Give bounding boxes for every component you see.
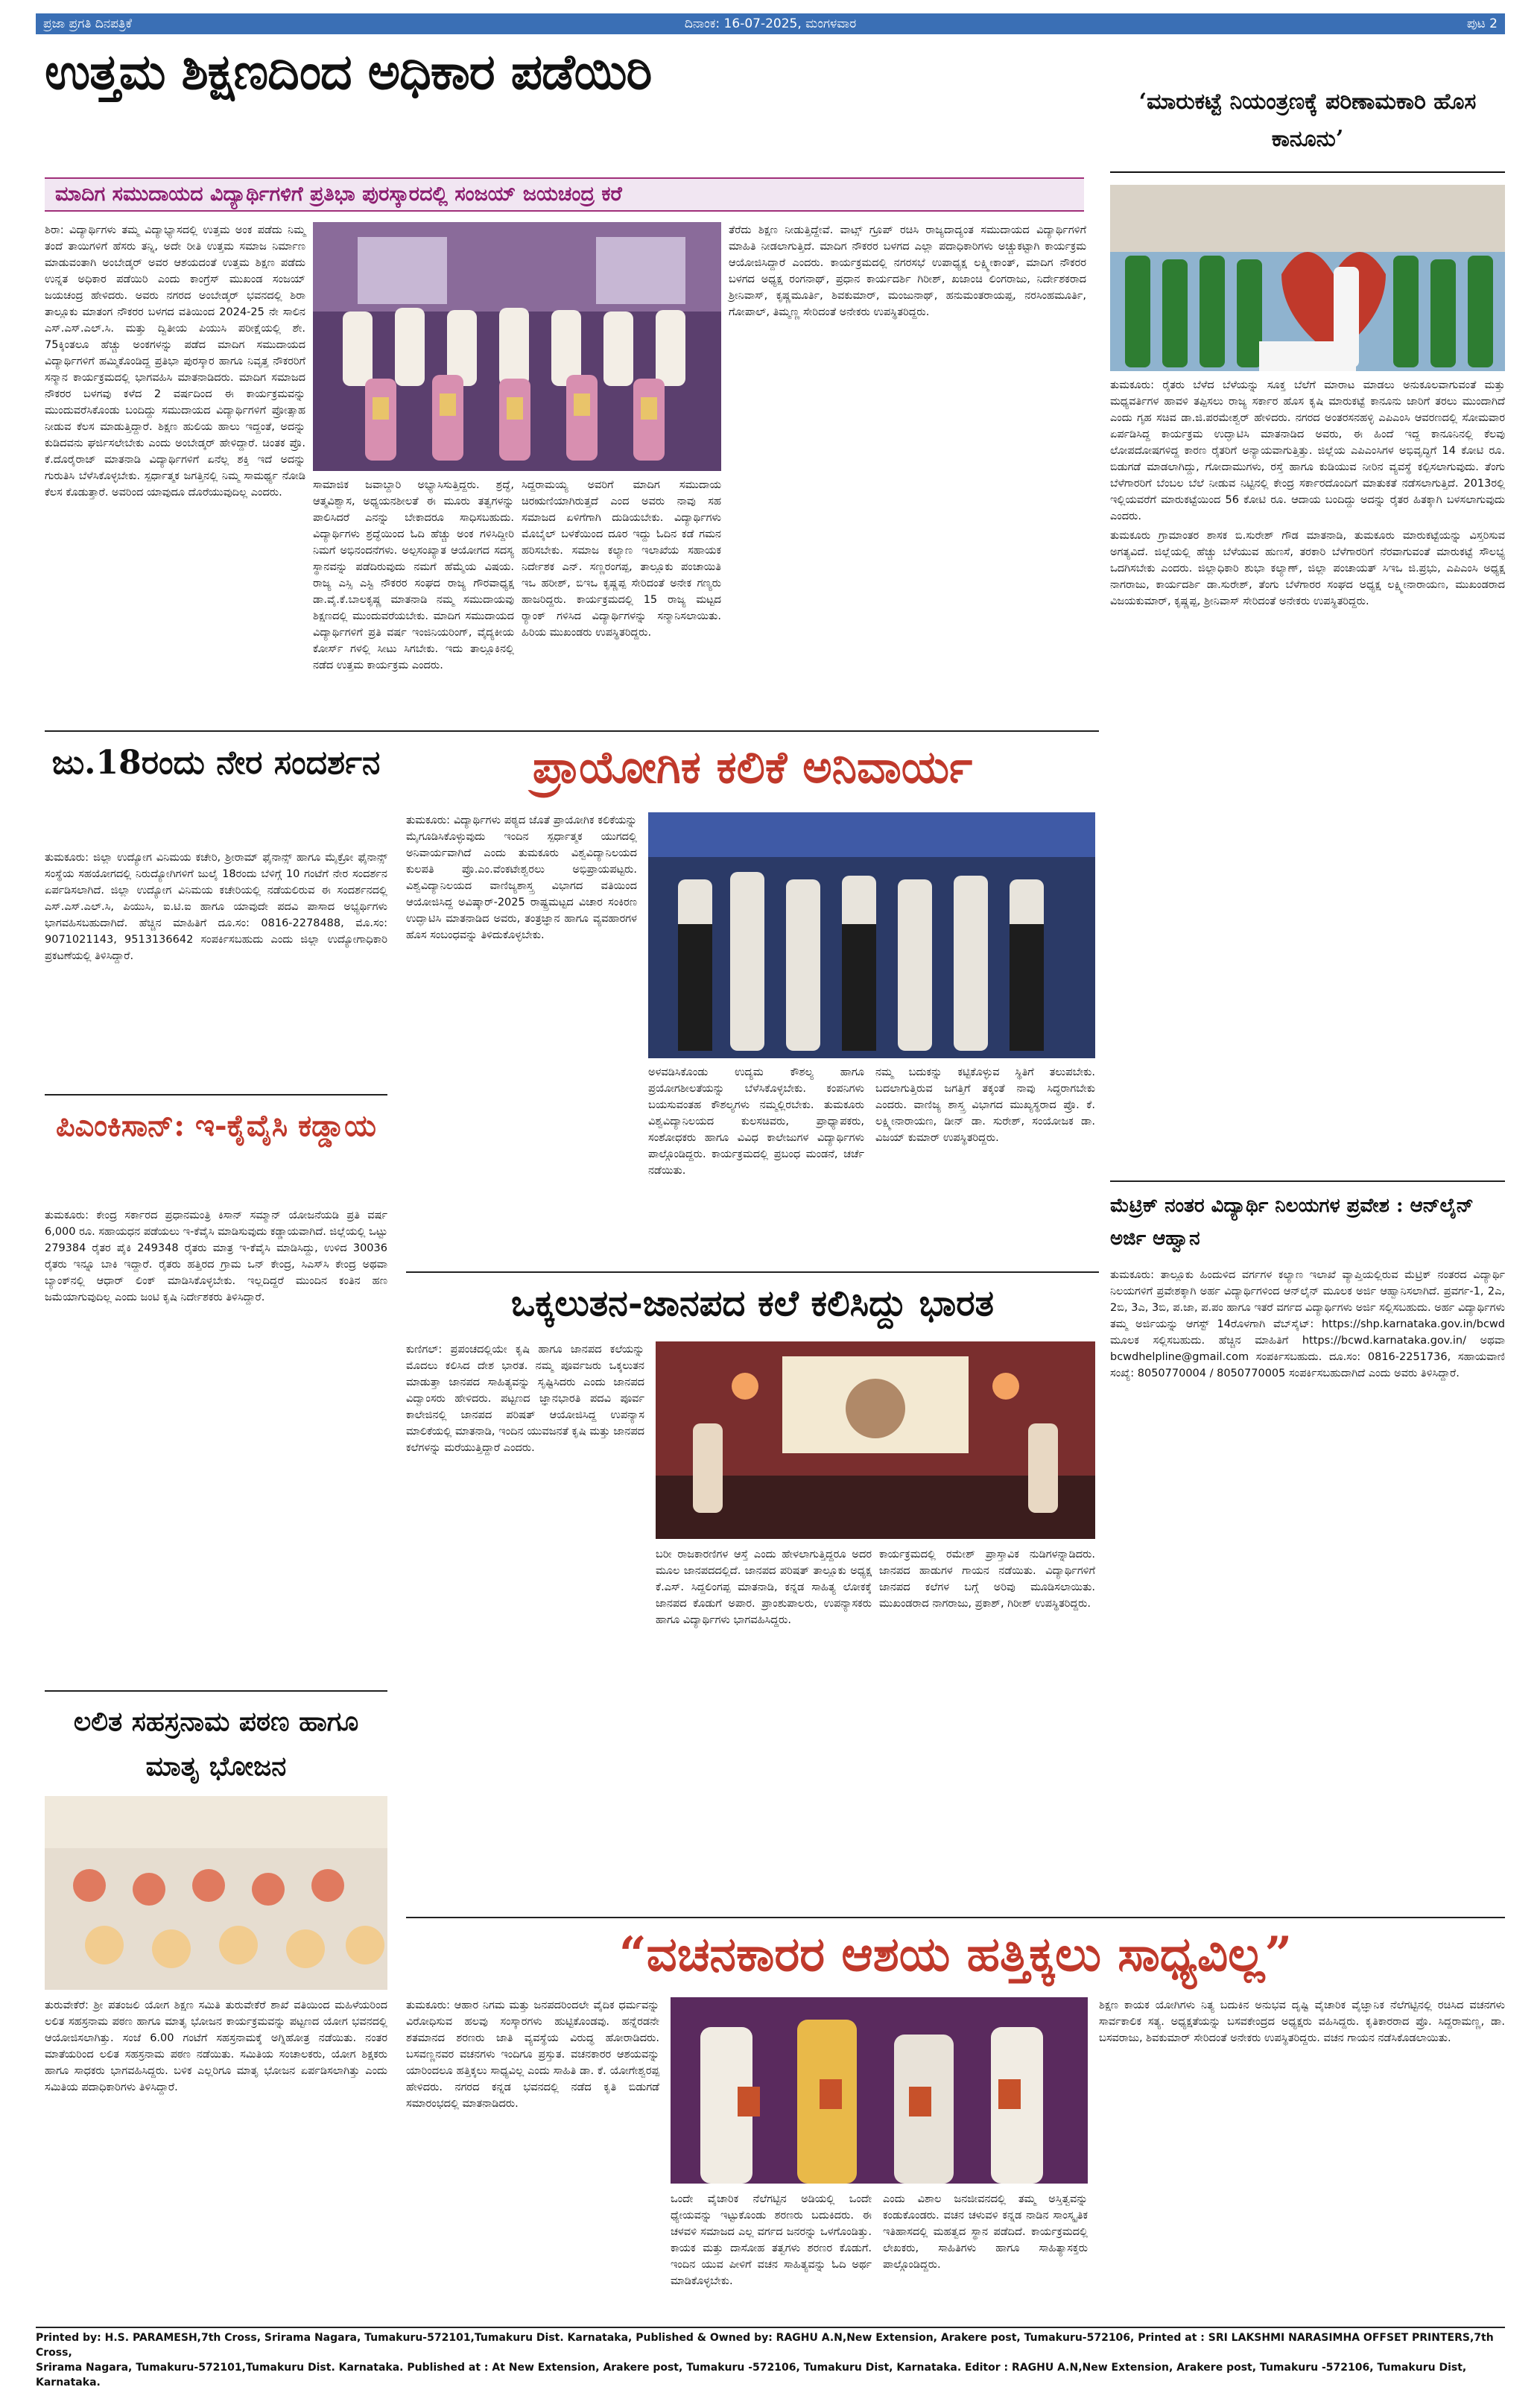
market-event-illustration	[1110, 185, 1505, 371]
pmkisan-text: ತುಮಕೂರು: ಕೇಂದ್ರ ಸರ್ಕಾರದ ಪ್ರಧಾನಮಂತ್ರಿ ಕಿಸಾನ್ ಸಮ್ಮಾನ್ ಯೋಜನೆಯಡಿ ಪ್ರತಿ ವರ್ಷ 6,000 ರೂ. ಸಹಾಯಧನ ಪಡೆಯಲು ಇ-ಕೆವೈಸಿ ಮಾಡಿಸುವುದು ಕಡ್ಡಾಯವಾಗಿದೆ. ಜಿಲ್ಲೆಯಲ್ಲಿ ಒಟ್ಟು 279384 ರೈತರ ಪೈಕಿ 249348 ರೈತರು ಮಾತ್ರ ಇ-ಕೆವೈಸಿ ಮಾಡಿಸಿದ್ದು, ಉಳಿದ 30036 ರೈತರು ಇನ್ನೂ ಬಾಕಿ ಇದ್ದಾರೆ. ರೈತರು ಹತ್ತಿರದ ಗ್ರಾಮ ಒನ್ ಕೇಂದ್ರ, ಸಿಎಸ್‌ಸಿ ಕೇಂದ್ರ ಅಥವಾ ಬ್ಯಾಂಕ್‌ನಲ್ಲಿ ಆಧಾರ್ ಲಿಂಕ್ ಮಾಡಿಸಿಕೊಳ್ಳಬೇಕು. ಇಲ್ಲದಿದ್ದರೆ ಮುಂದಿನ ಕಂತಿನ ಹಣ ಜಮೆಯಾಗುವುದಿಲ್ಲ ಎಂದು ಜಂಟಿ ಕೃಷಿ ನಿರ್ದೇಶಕರು ತಿಳಿಸಿದ್ದಾರೆ.	[45, 1210, 387, 1303]
market-article-text-2: ತುಮಕೂರು ಗ್ರಾಮಾಂತರ ಶಾಸಕ ಬಿ.ಸುರೇಶ್ ಗೌಡ ಮಾತನಾಡಿ, ತುಮಕೂರು ಮಾರುಕಟ್ಟೆಯನ್ನು ವಿಸ್ತರಿಸುವ ಅಗತ್ಯವಿದೆ. ಜಿಲ್ಲೆಯಲ್ಲಿ ಹೆಚ್ಚು ಬೆಳೆಯುವ ಹುಣಸೆ, ತರಕಾರಿ ಬೆಳೆಗಾರರಿಗೆ ನೆರವಾಗುವಂತೆ ಮಾರುಕಟ್ಟೆ ಸೌಲಭ್ಯ ಒದಗಿಸಬೇಕು ಎಂದರು. ಜಿಲ್ಲಾಧಿಕಾರಿ ಶುಭಾ ಕಲ್ಯಾಣ್, ಜಿಲ್ಲಾ ಪಂಚಾಯತ್ ಸಿಇಒ ಜಿ.ಪ್ರಭು, ಎಪಿಎಂಸಿ ಅಧ್ಯಕ್ಷ ನಾಗರಾಜು, ಕಾರ್ಯದರ್ಶಿ ಡಾ.ಸುರೇಶ್, ತೆಂಗು ಬೆಳೆಗಾರರ ಸಂಘದ ಅಧ್ಯಕ್ಷ ಲಕ್ಷ್ಮೀನಾರಾಯಣ, ಮುಖಂಡರಾದ ವಿಜಯಕುಮಾರ್, ಕೃಷ್ಣಪ್ಪ, ಶ್ರೀನಿವಾಸ್ ಸೇರಿದಂತೆ ಅನೇಕರು ಉಪಸ್ಥಿತರಿದ್ದರು.	[1110, 530, 1505, 607]
lalitha-event-illustration	[45, 1796, 387, 1990]
award-ceremony-illustration	[313, 222, 721, 471]
page-number: ಪುಟ 2	[1466, 16, 1498, 31]
vachana-col1	[406, 1997, 659, 2325]
direct-interview-col	[45, 850, 387, 1088]
vachana-headline: “ವಚನಕಾರರ ಆಶಯ ಹತ್ತಿಕ್ಕಲು ಸಾಧ್ಯವಿಲ್ಲ”	[618, 1926, 1293, 1982]
main-article-text-2: ಸಾಮಾಜಿಕ ಜವಾಬ್ದಾರಿ ಅಭ್ಯಾಸಿಸುತ್ತಿದ್ದರು. ಶ್ರದ್ಧೆ, ಆತ್ಮವಿಶ್ವಾಸ, ಅಧ್ಯಯನಶೀಲತೆ ಈ ಮೂರು ತತ್ವಗಳನ್ನು ಪಾಲಿಸಿದರೆ ಎನನ್ನು ಬೇಕಾದರೂ ಸಾಧಿಸಬಹುದು. ವಿದ್ಯಾರ್ಥಿಗಳು ಶ್ರದ್ಧೆಯಿಂದ ಓದಿ ಹೆಚ್ಚು ಅಂಕ ಗಳಿಸಿದ್ದೀರಿ ನಿಮಗೆ ಅಭಿನಂದನೆಗಳು. ಅಲ್ಪಸಂಖ್ಯಾತ ಆಯೋಗದ ಸದಸ್ಯ ಸ್ಥಾನವನ್ನು ಪಡೆದಿರುವುದು ನಮಗೆ ಹೆಮ್ಮೆಯ ವಿಷಯ. ರಾಜ್ಯ ಎಸ್ಸಿ ಎಸ್ಟಿ ನೌಕರರ ಸಂಘದ ರಾಜ್ಯ ಗೌರವಾಧ್ಯಕ್ಷ ಡಾ.ವೈ.ಕೆ.ಬಾಲಕೃಷ್ಣ ಮಾತನಾಡಿ ನಮ್ಮ ಸಮುದಾಯವು ಶಿಕ್ಷಣದಲ್ಲಿ ಮುಂದುವರೆಯಬೇಕು. ಮಾದಿಗ ಸಮುದಾಯದ ವಿದ್ಯಾರ್ಥಿಗಳಿಗೆ ಪ್ರತಿ ವರ್ಷ ಇಂಜಿನಿಯರಿಂಗ್, ವೈದ್ಯಕೀಯ ಕೋರ್ಸ್ ಗಳಲ್ಲಿ ಸೀಟು ಸಿಗಬೇಕು. ಇದು ತಾಲ್ಲೂಕಿನಲ್ಲಿ ನಡೆದ ಉತ್ತಮ ಕಾರ್ಯಕ್ರಮ ಎಂದರು.	[313, 479, 514, 671]
vachana-text-4: ಶಿಕ್ಷಣ ಕಾಯಕ ಯೋಗಿಗಳು ನಿತ್ಯ ಬದುಕಿನ ಅನುಭವ ದೃಷ್ಟಿ ವೈಚಾರಿಕ ವೈಜ್ಞಾನಿಕ ನೆಲೆಗಟ್ಟಿನಲ್ಲಿ ರಚಿಸಿದ ವಚನಗಳು ಸಾರ್ವಕಾಲಿಕ ಸತ್ಯ. ಅಧ್ಯಕ್ಷತೆಯನ್ನು ಬಸವಕೇಂದ್ರದ ಅಧ್ಯಕ್ಷರು ವಹಿಸಿದ್ದರು. ಕೃತಿಕಾರರಾದ ಪ್ರೊ. ಸಿದ್ದರಾಮಣ್ಣ, ಡಾ. ಬಸವರಾಜು, ಶಿವಕುಮಾರ್ ಸೇರಿದಂತೆ ಅನೇಕರು ಉಪಸ್ಥಿತರಿದ್ದರು. ವಚನ ಗಾಯನ ನಡೆಸಿಕೊಡಲಾಯಿತು.	[1099, 1999, 1505, 2044]
imprint-line-2: Srirama Nagara, Tumakuru-572101,Tumakuru Dist. Karnataka. Published at : At New Extension, Arakere post, Tumakuru -572106, Tumakuru Dist, Karnataka. Editor : RAGHU A.N,New Extension, Arakere post, Tumakuru -572106, Tumakuru Dist, Karnataka.	[36, 2362, 1467, 2389]
lalitha-event-photo	[45, 1796, 387, 1990]
market-article-text-1: ತುಮಕೂರು: ರೈತರು ಬೆಳೆದ ಬೆಳೆಯನ್ನು ಸೂಕ್ತ ಬೆಲೆಗೆ ಮಾರಾಟ ಮಾಡಲು ಅನುಕೂಲವಾಗುವಂತೆ ಮತ್ತು ಮಧ್ಯವರ್ತಿಗಳ ಹಾವಳಿ ತಪ್ಪಿಸಲು ರಾಜ್ಯ ಸರ್ಕಾರ ಹೊಸ ಕೃಷಿ ಮಾರುಕಟ್ಟೆ ಕಾನೂನು ಜಾರಿಗೆ ತರಲು ಮುಂದಾಗಿದೆ ಎಂದು ಗೃಹ ಸಚಿವ ಡಾ.ಜಿ.ಪರಮೇಶ್ವರ್ ಹೇಳಿದರು. ನಗರದ ಅಂತರಸನಹಳ್ಳಿ ಎಪಿಎಂಸಿ ಆವರಣದಲ್ಲಿ ಸೋಮವಾರ ಏರ್ಪಡಿಸಿದ್ದ ಕಾರ್ಯಕ್ರಮ ಉದ್ಘಾಟಿಸಿ ಮಾತನಾಡಿದ ಅವರು, ಈ ಹಿಂದೆ ಇದ್ದ ಕಾನೂನಿನಲ್ಲಿ ಕೆಲವು ಲೋಪದೋಷಗಳಿದ್ದ ಕಾರಣ ರೈತರಿಗೆ ಅನ್ಯಾಯವಾಗುತ್ತಿತ್ತು. ಜಿಲ್ಲೆಯ ಎಪಿಎಂಸಿಗಳ ಅಭಿವೃದ್ಧಿಗೆ 14 ಕೋಟಿ ರೂ. ಬಿಡುಗಡೆ ಮಾಡಲಾಗಿದ್ದು, ಗೋದಾಮುಗಳು, ರಸ್ತೆ ಹಾಗೂ ಕುಡಿಯುವ ನೀರಿನ ವ್ಯವಸ್ಥೆ ಕಲ್ಪಿಸಲಾಗುವುದು. ತೆಂಗು ಬೆಳೆಗಾರರಿಗೆ ಬೆಂಬಲ ಬೆಲೆ ನೀಡುವ ನಿಟ್ಟಿನಲ್ಲಿ ಕೇಂದ್ರ ಸರ್ಕಾರದೊಂದಿಗೆ ಮಾತುಕತೆ ನಡೆಸಲಾಗುತ್ತಿದೆ. 2013ರಲ್ಲಿ ಇಲ್ಲಿಯವರೆಗೆ ಮಾರುಕಟ್ಟೆಯಿಂದ 56 ಕೋಟಿ ರೂ. ಆದಾಯ ಬಂದಿದ್ದು ಅದನ್ನು ರೈತರ ಹಿತಕ್ಕಾಗಿ ಬಳಸಲಾಗುವುದು ಎಂದರು.	[1110, 379, 1505, 522]
award-ceremony-photo	[313, 222, 721, 471]
market-headline-box	[1110, 83, 1505, 173]
paper-name: ಪ್ರಜಾ ಪ್ರಗತಿ ದಿನಪತ್ರಿಕೆ	[43, 16, 133, 31]
main-article-col3	[522, 477, 721, 723]
main-subheadline: ಮಾದಿಗ ಸಮುದಾಯದ ವಿದ್ಯಾರ್ಥಿಗಳಿಗೆ ಪ್ರತಿಭಾ ಪುರಸ್ಕಾರದಲ್ಲಿ ಸಂಜಯ್ ಜಯಚಂದ್ರ ಕರೆ	[55, 183, 622, 206]
practical-headline: ಪ್ರಾಯೋಗಿಕ ಕಲಿಕೆ ಅನಿವಾರ್ಯ	[532, 742, 973, 794]
market-event-photo	[1110, 185, 1505, 371]
issue-date: ದಿನಾಂಕ: 16-07-2025, ಮಂಗಳವಾರ	[684, 16, 857, 31]
divider	[45, 730, 1099, 732]
main-article-col1	[45, 222, 305, 721]
pmkisan-headline: ಪಿಎಂಕಿಸಾನ್: ಇ-ಕೈವೈಸಿ ಕಡ್ಡಾಯ	[55, 1108, 377, 1143]
janapada-event-photo	[656, 1341, 1095, 1539]
divider	[406, 1917, 1505, 1918]
main-article-text-3: ಸಿದ್ದರಾಮಯ್ಯ ಅವರಿಗೆ ಮಾದಿಗ ಸಮುದಾಯ ಚಿರಋಣಿಯಾಗಿರುತ್ತದೆ ಎಂದ ಅವರು ನಾವು ಸಹ ಸಮಾಜದ ಏಳಿಗೆಗಾಗಿ ದುಡಿಯಬೇಕು. ವಿದ್ಯಾರ್ಥಿಗಳು ಮೊಬೈಲ್ ಬಳಕೆಯಿಂದ ದೂರ ಇದ್ದು ಓದಿನ ಕಡೆ ಗಮನ ಹರಿಸಬೇಕು. ಸಮಾಜ ಕಲ್ಯಾಣ ಇಲಾಖೆಯ ಸಹಾಯಕ ನಿರ್ದೇಶಕ ಎನ್. ಸಣ್ಣರಂಗಪ್ಪ, ತಾಲ್ಲೂಕು ಪಂಚಾಯಿತಿ ಇಒ ಹರೀಶ್, ಬಿಇಒ ಕೃಷ್ಣಪ್ಪ ಸೇರಿದಂತೆ ಅನೇಕ ಗಣ್ಯರು ಹಾಜರಿದ್ದರು. ಕಾರ್ಯಕ್ರಮದಲ್ಲಿ 15 ರಾಜ್ಯ ಮಟ್ಟದ ರ‍್ಯಾಂಕ್ ಗಳಿಸಿದ ವಿದ್ಯಾರ್ಥಿಗಳನ್ನು ಸನ್ಮಾನಿಸಲಾಯಿತು. ಹಿರಿಯ ಮುಖಂಡರು ಉಪಸ್ಥಿತರಿದ್ದರು.	[522, 479, 721, 639]
okkalutana-text-1: ಕುಣಿಗಲ್: ಪ್ರಪಂಚದಲ್ಲಿಯೇ ಕೃಷಿ ಹಾಗೂ ಜಾನಪದ ಕಲೆಯನ್ನು ಮೊದಲು ಕಲಿಸಿದ ದೇಶ ಭಾರತ. ನಮ್ಮ ಪೂರ್ವಜರು ಒಕ್ಕಲುತನ ಮಾಡುತ್ತಾ ಜಾನಪದ ಸಾಹಿತ್ಯವನ್ನು ಸೃಷ್ಟಿಸಿದರು ಎಂದು ಜಾನಪದ ವಿದ್ವಾಂಸರು ಹೇಳಿದರು. ಪಟ್ಟಣದ ಜ್ಞಾನಭಾರತಿ ಪದವಿ ಪೂರ್ವ ಕಾಲೇಜಿನಲ್ಲಿ ಜಾನಪದ ಪರಿಷತ್ ಆಯೋಜಿಸಿದ್ದ ಉಪನ್ಯಾಸ ಮಾಲಿಕೆಯಲ್ಲಿ ಮಾತನಾಡಿ, ಇಂದಿನ ಯುವಜನತೆ ಕೃಷಿ ಮತ್ತು ಜಾನಪದ ಕಲೆಗಳನ್ನು ಮರೆಯುತ್ತಿದ್ದಾರೆ ಎಂದರು.	[406, 1344, 644, 1454]
divider	[45, 1094, 387, 1096]
university-event-photo	[648, 812, 1095, 1058]
market-article-col	[1110, 377, 1505, 1167]
okkalutana-col1	[406, 1341, 644, 1908]
main-article-col2	[313, 477, 514, 723]
practical-col2	[648, 1064, 864, 1273]
okkalutana-col2	[656, 1546, 872, 1912]
vachana-col4	[1099, 1997, 1505, 2325]
lalitha-text: ತುರುವೇಕೆರೆ: ಶ್ರೀ ಪತಂಜಲಿ ಯೋಗ ಶಿಕ್ಷಣ ಸಮಿತಿ ತುರುವೇಕೆರೆ ಶಾಖೆ ವತಿಯಿಂದ ಮಹಿಳೆಯರಿಂದ ಲಲಿತ ಸಹಸ್ರನಾಮ ಪಠಣ ಹಾಗೂ ಮಾತೃ ಭೋಜನ ಕಾರ್ಯಕ್ರಮವನ್ನು ಪಟ್ಟಣದ ಯೋಗ ಭವನದಲ್ಲಿ ಆಯೋಜಿಸಲಾಗಿತ್ತು. ಸಂಜೆ 6.00 ಗಂಟೆಗೆ ಸಹಸ್ರನಾಮಕ್ಕೆ ಅಗ್ನಿಹೋತ್ರ ನಡೆಯಿತು. ನಂತರ ಮಾತೆಯರಿಂದ ಲಲಿತ ಸಹಸ್ರನಾಮ ಪಠಣ ನಡೆಯಿತು. ಸಮಿತಿಯ ಸಂಚಾಲಕರು, ಯೋಗ ಶಿಕ್ಷಕರು ಹಾಗೂ ಸಾಧಕರು ಭಾಗವಹಿಸಿದ್ದರು. ಬಳಿಕ ಎಲ್ಲರಿಗೂ ಮಾತೃ ಭೋಜನ ಏರ್ಪಡಿಸಲಾಗಿತ್ತು ಎಂದು ಸಮಿತಿಯ ಪದಾಧಿಕಾರಿಗಳು ತಿಳಿಸಿದ್ದಾರೆ.	[45, 1999, 387, 2093]
janapada-event-illustration	[656, 1341, 1095, 1539]
vachana-col2	[671, 2191, 872, 2325]
vachana-text-1: ತುಮಕೂರು: ಆಹಾರ ನಿಗಮ ಮತ್ತು ಜನಪದರಿಂದಲೇ ವೈದಿಕ ಧರ್ಮವನ್ನು ವಿರೋಧಿಸುವ ಹಲವು ಸಂಸ್ಕಾರಗಳು ಹುಟ್ಟಿಕೊಂಡವು. ಹನ್ನೆರಡನೇ ಶತಮಾನದ ಶರಣರು ಜಾತಿ ವ್ಯವಸ್ಥೆಯ ವಿರುದ್ಧ ಹೋರಾಡಿದರು. ಬಸವಣ್ಣನವರ ವಚನಗಳು ಇಂದಿಗೂ ಪ್ರಸ್ತುತ. ವಚನಕಾರರ ಆಶಯವನ್ನು ಯಾರಿಂದಲೂ ಹತ್ತಿಕ್ಕಲು ಸಾಧ್ಯವಿಲ್ಲ ಎಂದು ಸಾಹಿತಿ ಡಾ. ಕೆ. ಯೋಗೇಶ್ವರಪ್ಪ ಹೇಳಿದರು. ನಗರದ ಕನ್ನಡ ಭವನದಲ್ಲಿ ನಡೆದ ಕೃತಿ ಬಿಡುಗಡೆ ಸಮಾರಂಭದಲ್ಲಿ ಮಾತನಾಡಿದರು.	[406, 1999, 659, 2110]
matric-col	[1110, 1267, 1505, 1781]
main-article-text-4: ತೆರೆದು ಶಿಕ್ಷಣ ನೀಡುತ್ತಿದ್ದೇವೆ. ವಾಟ್ಸ್ ಗ್ರೂಪ್ ರಚಿಸಿ ರಾಜ್ಯದಾದ್ಯಂತ ಸಮುದಾಯದ ವಿದ್ಯಾರ್ಥಿಗಳಿಗೆ ಮಾಹಿತಿ ನೀಡಲಾಗುತ್ತಿದೆ. ಮಾದಿಗ ನೌಕರರ ಬಳಗದ ಎಲ್ಲಾ ಪದಾಧಿಕಾರಿಗಳು ಅಚ್ಚುಕಟ್ಟಾಗಿ ಕಾರ್ಯಕ್ರಮ ಆಯೋಜಿಸಿದ್ದಾರೆ ಎಂದರು. ಕಾರ್ಯಕ್ರಮದಲ್ಲಿ ನಗರಸಭೆ ಉಪಾಧ್ಯಕ್ಷ ಲಕ್ಷ್ಮೀಕಾಂತ್, ಮಾದಿಗ ನೌಕರರ ಬಳಗದ ಅಧ್ಯಕ್ಷ ರಂಗನಾಥ್, ಪ್ರಧಾನ ಕಾರ್ಯದರ್ಶಿ ಗಿರೀಶ್, ಖಜಾಂಚಿ ಲಿಂಗರಾಜು, ನಿರ್ದೇಶಕರಾದ ಶ್ರೀನಿವಾಸ್, ಕೃಷ್ಣಮೂರ್ತಿ, ಶಿವಕುಮಾರ್, ಮಂಜುನಾಥ್, ಹನುಮಂತರಾಯಪ್ಪ, ನರಸಿಂಹಮೂರ್ತಿ, ಗೋಪಾಲ್, ತಿಮ್ಮಣ್ಣ ಸೇರಿದಂತೆ ಅನೇಕರು ಉಪಸ್ಥಿತರಿದ್ದರು.	[729, 224, 1086, 318]
vachana-text-3: ಎಂದು ವಿಶಾಲ ಜನಜೀವನದಲ್ಲಿ ತಮ್ಮ ಅಸ್ತಿತ್ವವನ್ನು ಕಂಡುಕೊಂಡರು. ವಚನ ಚಳುವಳಿ ಕನ್ನಡ ನಾಡಿನ ಸಾಂಸ್ಕೃತಿಕ ಇತಿಹಾಸದಲ್ಲಿ ಮಹತ್ವದ ಸ್ಥಾನ ಪಡೆದಿದೆ. ಕಾರ್ಯಕ್ರಮದಲ್ಲಿ ಲೇಖಕರು, ಸಾಹಿತಿಗಳು ಹಾಗೂ ಸಾಹಿತ್ಯಾಸಕ್ತರು ಪಾಲ್ಗೊಂಡಿದ್ದರು.	[883, 2193, 1088, 2271]
book-release-photo	[671, 1997, 1088, 2184]
university-event-illustration	[648, 812, 1095, 1058]
matric-text: ತುಮಕೂರು: ತಾಲ್ಲೂಕು ಹಿಂದುಳಿದ ವರ್ಗಗಳ ಕಲ್ಯಾಣ ಇಲಾಖೆ ವ್ಯಾಪ್ತಿಯಲ್ಲಿರುವ ಮೆಟ್ರಿಕ್ ನಂತರದ ವಿದ್ಯಾರ್ಥಿ ನಿಲಯಗಳಿಗೆ ಪ್ರವೇಶಕ್ಕಾಗಿ ಅರ್ಹ ವಿದ್ಯಾರ್ಥಿಗಳಿಂದ ಆನ್‌ಲೈನ್ ಮೂಲಕ ಅರ್ಜಿ ಆಹ್ವಾನಿಸಲಾಗಿದೆ. ಪ್ರವರ್ಗ-1, 2ಎ, 2ಬಿ, 3ಎ, 3ಬಿ, ಪ.ಜಾ, ಪ.ಪಂ ಹಾಗೂ ಇತರೆ ವರ್ಗದ ವಿದ್ಯಾರ್ಥಿಗಳು ಅರ್ಜಿ ಸಲ್ಲಿಸಬಹುದು. ಅರ್ಹ ವಿದ್ಯಾರ್ಥಿಗಳು ತಮ್ಮ ಅರ್ಜಿಯನ್ನು ಆಗಸ್ಟ್ 14ರೊಳಗಾಗಿ ವೆಬ್‌ಸೈಟ್: https://shp.karnataka.gov.in/bcwd ಮೂಲಕ ಸಲ್ಲಿಸಬಹುದು. ಹೆಚ್ಚಿನ ಮಾಹಿತಿಗೆ https://bcwd.karnataka.gov.in/ ಅಥವಾ bcwdhelpline@gmail.com ಸಂಪರ್ಕಿಸಬಹುದು. ದೂ.ಸಂ: 0816-2251736, ಸಹಾಯವಾಣಿ ಸಂಖ್ಯೆ: 8050770004 / 8050770005 ಸಂಪರ್ಕಿಸಬಹುದಾಗಿದೆ ಎಂದು ಅವರು ತಿಳಿಸಿದ್ದಾರೆ.	[1110, 1269, 1505, 1379]
practical-text-2: ಅಳವಡಿಸಿಕೊಂಡು ಉದ್ಯಮ ಕೌಶಲ್ಯ ಹಾಗೂ ಪ್ರಯೋಗಶೀಲತೆಯನ್ನು ಬೆಳೆಸಿಕೊಳ್ಳಬೇಕು. ಕಂಪನಿಗಳು ಬಯಸುವಂತಹ ಕೌಶಲ್ಯಗಳು ನಮ್ಮಲ್ಲಿರಬೇಕು. ತುಮಕೂರು ವಿಶ್ವವಿದ್ಯಾನಿಲಯದ ಕುಲಸಚಿವರು, ಪ್ರಾಧ್ಯಾಪಕರು, ಸಂಶೋಧಕರು ಹಾಗೂ ವಿವಿಧ ಕಾಲೇಜುಗಳ ವಿದ್ಯಾರ್ಥಿಗಳು ಪಾಲ್ಗೊಂಡಿದ್ದರು. ಕಾರ್ಯಕ್ರಮದಲ್ಲಿ ಪ್ರಬಂಧ ಮಂಡನೆ, ಚರ್ಚೆ ನಡೆಯಿತು.	[648, 1066, 864, 1177]
matric-headline: ಮೆಟ್ರಿಕ್ ನಂತರ ವಿದ್ಯಾರ್ಥಿ ನಿಲಯಗಳ ಪ್ರವೇಶ : ಆನ್‌ಲೈನ್ ಅರ್ಜಿ ಆಹ್ವಾನ	[1110, 1195, 1474, 1250]
direct-interview-headline: ಜು.18ರಂದು ನೇರ ಸಂದರ್ಶನ	[51, 744, 381, 782]
market-headline: ‘ಮಾರುಕಟ್ಟೆ ನಿಯಂತ್ರಣಕ್ಕೆ ಪರಿಣಾಮಕಾರಿ ಹೊಸ ಕಾನೂನು’	[1138, 89, 1477, 152]
practical-text-3: ನಮ್ಮ ಬದುಕನ್ನು ಕಟ್ಟಿಕೊಳ್ಳುವ ಸ್ಥಿತಿಗೆ ತಲುಪಬೇಕು. ಬದಲಾಗುತ್ತಿರುವ ಜಗತ್ತಿಗೆ ತಕ್ಕಂತೆ ನಾವು ಸಿದ್ಧರಾಗಬೇಕು ಎಂದರು. ವಾಣಿಜ್ಯ ಶಾಸ್ತ್ರ ವಿಭಾಗದ ಮುಖ್ಯಸ್ಥರಾದ ಪ್ರೊ. ಕೆ. ಲಕ್ಷ್ಮೀನಾರಾಯಣ, ಡೀನ್ ಡಾ. ಸುರೇಶ್, ಸಂಯೋಜಕ ಡಾ. ವಿಜಯ್ ಕುಮಾರ್ ಉಪಸ್ಥಿತರಿದ್ದರು.	[875, 1066, 1095, 1144]
divider	[45, 1690, 387, 1692]
main-article-text-1: ಶಿರಾ: ವಿದ್ಯಾರ್ಥಿಗಳು ತಮ್ಮ ವಿದ್ಯಾಭ್ಯಾಸದಲ್ಲಿ ಉತ್ತಮ ಅಂಕ ಪಡೆದು ನಿಮ್ಮ ತಂದೆ ತಾಯಿಗಳಿಗೆ ಹೆಸರು ತನ್ನಿ, ಅದೇ ರೀತಿ ಉತ್ತಮ ಸಮಾಜ ನಿರ್ಮಾಣ ಮಾಡುವಂತಾಗಿ ಅಂಬೇಡ್ಕರ್ ಅವರ ಆಶಯದಂತೆ ಉತ್ತಮ ಶಿಕ್ಷಣ ಪಡೆದು ಉನ್ನತ ಅಧಿಕಾರ ಪಡೆಯಿರಿ ಎಂದು ಕಾಂಗ್ರೆಸ್ ಮುಖಂಡ ಸಂಜಯ್ ಜಯಚಂದ್ರ ಹೇಳಿದರು. ಅವರು ನಗರದ ಅಂಬೇಡ್ಕರ್ ಭವನದಲ್ಲಿ ಶಿರಾ ತಾಲ್ಲೂಕು ಮಾತಂಗ ನೌಕರರ ಬಳಗದ ವತಿಯಿಂದ 2024-25 ನೇ ಸಾಲಿನ ಎಸ್.ಎಸ್.ಎಲ್.ಸಿ. ಮತ್ತು ದ್ವಿತೀಯ ಪಿಯುಸಿ ಪರೀಕ್ಷೆಯಲ್ಲಿ ಶೇ. 75ಕ್ಕಿಂತಲೂ ಹೆಚ್ಚು ಅಂಕಗಳನ್ನು ಪಡೆದ ಮಾದಿಗ ಸಮುದಾಯದ ವಿದ್ಯಾರ್ಥಿಗಳಿಗೆ ಹಮ್ಮಿಕೊಂಡಿದ್ದ ಪ್ರತಿಭಾ ಪುರಸ್ಕಾರ ಹಾಗೂ ನಿವೃತ್ತ ನೌಕರರಿಗೆ ಸನ್ಮಾನ ಕಾರ್ಯಕ್ರಮದಲ್ಲಿ ಭಾಗವಹಿಸಿ ಮಾತನಾಡಿದರು. ಮಾದಿಗ ಸಮಾಜದ ನೌಕರರ ಬಳಗವು ಕಳೆದ 2 ವರ್ಷದಿಂದ ಈ ಕಾರ್ಯಕ್ರಮವನ್ನು ಮುಂದುವರೆಸಿಕೊಂಡು ಬಂದಿದ್ದು ಸಮುದಾಯದ ವಿದ್ಯಾರ್ಥಿಗಳಿಗೆ ಪ್ರೋತ್ಸಾಹ ನೀಡುವ ಕೆಲಸ ಮಾಡುತ್ತಿದ್ದಾರೆ. ಶಿಕ್ಷಣ ಹುಲಿಯ ಹಾಲು ಇದ್ದಂತೆ, ಅದನ್ನು ಕುಡಿದವನು ಘರ್ಜಿಸಲೇಬೇಕು ಎಂದು ಅಂಬೇಡ್ಕರ್ ಹೇಳಿದ್ದಾರೆ. ಚಿಂತಕ ಪ್ರೊ. ಕೆ.ದೊರೈರಾಜ್ ಮಾತನಾಡಿ ವಿದ್ಯಾರ್ಥಿಗಳಿಗೆ ಏನೆಲ್ಲ ಶಕ್ತಿ ಇದೆ ಅದನ್ನು ಗುರುತಿಸಿ ಬೆಳೆಸಿಕೊಳ್ಳಬೇಕು. ಸ್ಪರ್ಧಾತ್ಮಕ ಜಗತ್ತಿನಲ್ಲಿ ನಿಮ್ಮ ಸಾಮರ್ಥ್ಯ ನೋಡಿ ಕೆಲಸ ಕೊಡುತ್ತಾರೆ. ಅವರಿಂದ ಯಾವುದೂ ದೊರೆಯುವುದಿಲ್ಲ ಎಂದರು.	[45, 224, 305, 499]
okkalutana-col3	[879, 1546, 1095, 1912]
practical-col3	[875, 1064, 1095, 1273]
main-article-col4	[729, 222, 1086, 723]
book-release-illustration	[671, 1997, 1088, 2184]
okkalutana-text-2: ಬರೀ ರಾಜಕಾರಣಿಗಳ ಆಸ್ತೆ ಎಂದು ಹೇಳಲಾಗುತ್ತಿದ್ದರೂ ಅದರ ಮೂಲ ಜಾನಪದದಲ್ಲಿದೆ. ಜಾನಪದ ಪರಿಷತ್ ತಾಲ್ಲೂಕು ಅಧ್ಯಕ್ಷ ಕೆ.ಎಸ್. ಸಿದ್ದಲಿಂಗಪ್ಪ ಮಾತನಾಡಿ, ಕನ್ನಡ ಸಾಹಿತ್ಯ ಲೋಕಕ್ಕೆ ಜಾನಪದ ಕೊಡುಗೆ ಅಪಾರ. ಪ್ರಾಂಶುಪಾಲರು, ಉಪನ್ಯಾಸಕರು ಹಾಗೂ ವಿದ್ಯಾರ್ಥಿಗಳು ಭಾಗವಹಿಸಿದ್ದರು.	[656, 1549, 872, 1626]
practical-col1	[406, 812, 637, 1259]
main-subheadline-bar	[45, 177, 1084, 212]
imprint-footer	[36, 2330, 1505, 2390]
okkalutana-text-3: ಕಾರ್ಯಕ್ರಮದಲ್ಲಿ ರಮೇಶ್ ಪ್ರಾಸ್ತಾವಿಕ ನುಡಿಗಳನ್ನಾಡಿದರು. ಜಾನಪದ ಹಾಡುಗಳ ಗಾಯನ ನಡೆಯಿತು. ವಿದ್ಯಾರ್ಥಿಗಳಿಗೆ ಜಾನಪದ ಕಲೆಗಳ ಬಗ್ಗೆ ಅರಿವು ಮೂಡಿಸಲಾಯಿತು. ಮುಖಂಡರಾದ ನಾಗರಾಜು, ಪ್ರಕಾಶ್, ಗಿರೀಶ್ ಉಪಸ್ಥಿತರಿದ್ದರು.	[879, 1549, 1095, 1610]
imprint-line-1: Printed by: H.S. PARAMESH,7th Cross, Srirama Nagara, Tumakuru-572101,Tumakuru Dist. Karnataka, Published & Owned by: RAGHU A.N,New Extension, Arakere post, Tumakuru-572106, Printed at : SRI LAKSHMI NARASIMHA OFFSET PRINTERS,7th Cross,	[36, 2332, 1494, 2359]
vachana-col3	[883, 2191, 1088, 2325]
practical-text-1: ತುಮಕೂರು: ವಿದ್ಯಾರ್ಥಿಗಳು ಪಠ್ಯದ ಜೊತೆ ಪ್ರಾಯೋಗಿಕ ಕಲಿಕೆಯನ್ನು ಮೈಗೂಡಿಸಿಕೊಳ್ಳುವುದು ಇಂದಿನ ಸ್ಪರ್ಧಾತ್ಮಕ ಯುಗದಲ್ಲಿ ಅನಿವಾರ್ಯವಾಗಿದೆ ಎಂದು ತುಮಕೂರು ವಿಶ್ವವಿದ್ಯಾನಿಲಯದ ಕುಲಪತಿ ಪ್ರೊ.ಎಂ.ವೆಂಕಟೇಶ್ವರಲು ಅಭಿಪ್ರಾಯಪಟ್ಟರು. ವಿಶ್ವವಿದ್ಯಾನಿಲಯದ ವಾಣಿಜ್ಯಶಾಸ್ತ್ರ ವಿಭಾಗದ ವತಿಯಿಂದ ಆಯೋಜಿಸಿದ್ದ ಅವಿಷ್ಕಾರ್-2025 ರಾಷ್ಟ್ರಮಟ್ಟದ ವಿಚಾರ ಸಂಕಿರಣ ಉದ್ಘಾಟಿಸಿ ಮಾತನಾಡಿದ ಅವರು, ತಂತ್ರಜ್ಞಾನ ಹಾಗೂ ವ್ಯವಹಾರಗಳ ಹೊಸ ಸಂಬಂಧವನ್ನು ತಿಳಿದುಕೊಳ್ಳಬೇಕು.	[406, 815, 637, 941]
lalitha-headline: ಲಲಿತ ಸಹಸ್ರನಾಮ ಪಠಣ ಹಾಗೂ ಮಾತೃ ಭೋಜನ	[73, 1706, 359, 1782]
masthead-bar	[36, 13, 1505, 34]
pmkisan-col	[45, 1207, 387, 1669]
okkalutana-headline: ಒಕ್ಕಲುತನ-ಜಾನಪದ ಕಲೆ ಕಲಿಸಿದ್ದು ಭಾರತ	[510, 1283, 995, 1324]
direct-interview-text: ತುಮಕೂರು: ಜಿಲ್ಲಾ ಉದ್ಯೋಗ ವಿನಿಮಯ ಕಚೇರಿ, ಶ್ರೀರಾಮ್ ಫೈನಾನ್ಸ್ ಹಾಗೂ ಮೈಕ್ರೋ ಫೈನಾನ್ಸ್ ಸಂಸ್ಥೆಯ ಸಹಯೋಗದಲ್ಲಿ ನಿರುದ್ಯೋಗಿಗಳಿಗೆ ಜುಲೈ 18ರಂದು ಬೆಳಿಗ್ಗೆ 10 ಗಂಟೆಗೆ ನೇರ ಸಂದರ್ಶನ ಏರ್ಪಡಿಸಲಾಗಿದೆ. ಜಿಲ್ಲಾ ಉದ್ಯೋಗ ವಿನಿಮಯ ಕಚೇರಿಯಲ್ಲಿ ನಡೆಯಲಿರುವ ಈ ಸಂದರ್ಶನದಲ್ಲಿ ಎಸ್.ಎಸ್.ಎಲ್.ಸಿ, ಪಿಯುಸಿ, ಐ.ಟಿ.ಐ ಹಾಗೂ ಯಾವುದೇ ಪದವಿ ಪಾಸಾದ ಅಭ್ಯರ್ಥಿಗಳು ಭಾಗವಹಿಸಬಹುದಾಗಿದೆ. ಹೆಚ್ಚಿನ ಮಾಹಿತಿಗೆ ದೂ.ಸಂ: 0816-2278488, ಮೊ.ಸಂ: 9071021143, 9513136642 ಸಂಪರ್ಕಿಸಬಹುದು ಎಂದು ಜಿಲ್ಲಾ ಉದ್ಯೋಗಾಧಿಕಾರಿ ಪ್ರಕಟಣೆಯಲ್ಲಿ ತಿಳಿಸಿದ್ದಾರೆ.	[45, 852, 387, 962]
lalitha-col	[45, 1997, 387, 2325]
footer-divider	[36, 2327, 1505, 2328]
divider	[1110, 1180, 1505, 1182]
vachana-text-2: ಒಂದೇ ವೈಚಾರಿಕ ನೆಲೆಗಟ್ಟಿನ ಅಡಿಯಲ್ಲಿ ಒಂದೇ ಧ್ಯೇಯವನ್ನು ಇಟ್ಟುಕೊಂಡು ಶರಣರು ಬದುಕಿದರು. ಈ ಚಳವಳಿ ಸಮಾಜದ ಎಲ್ಲ ವರ್ಗದ ಜನರನ್ನು ಒಳಗೊಂಡಿತ್ತು. ಕಾಯಕ ಮತ್ತು ದಾಸೋಹ ತತ್ವಗಳು ಶರಣರ ಕೊಡುಗೆ. ಇಂದಿನ ಯುವ ಪೀಳಿಗೆ ವಚನ ಸಾಹಿತ್ಯವನ್ನು ಓದಿ ಅರ್ಥ ಮಾಡಿಕೊಳ್ಳಬೇಕು.	[671, 2193, 872, 2287]
main-headline: ಉತ್ತಮ ಶಿಕ್ಷಣದಿಂದ ಅಧಿಕಾರ ಪಡೆಯಿರಿ	[45, 42, 652, 101]
divider	[406, 1271, 1099, 1273]
